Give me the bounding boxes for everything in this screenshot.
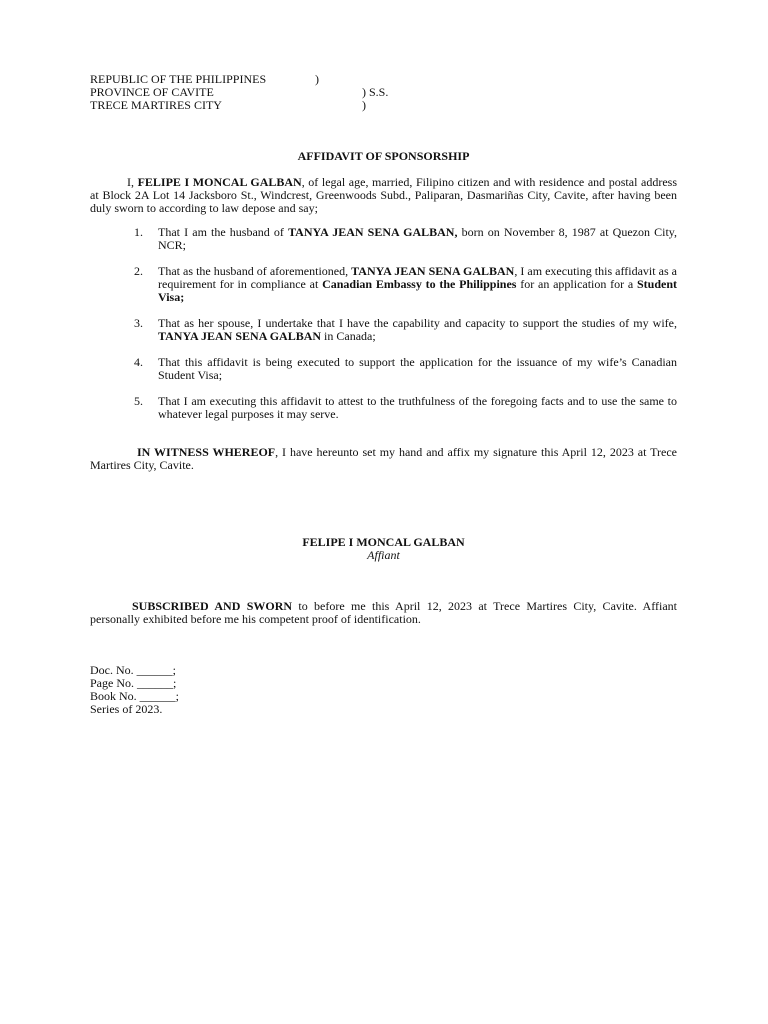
venue-province-paren: ) S.S.	[362, 85, 389, 99]
item-text: born on November 8, 1987 at Quezon City, NCR;	[158, 225, 677, 252]
item-text: That I am executing this affidavit to attest to the truthfulness of the foregoing facts and to use the same to whatever legal purposes it may serve.	[158, 394, 677, 421]
item-bold-text: Student Visa;	[158, 277, 678, 304]
venue-block	[90, 73, 490, 112]
jurat-bold: SUBSCRIBED AND SWORN	[132, 599, 293, 613]
document-title: AFFIDAVIT OF SPONSORSHIP	[297, 149, 470, 163]
item-number: 1.	[134, 225, 143, 239]
item-text: for an application for a	[516, 277, 637, 291]
intro-affiant-name: FELIPE I MONCAL GALBAN	[137, 175, 302, 189]
intro-paragraph	[90, 176, 677, 215]
page-no: Page No. ______;	[90, 676, 177, 690]
venue-city-paren: )	[362, 98, 366, 112]
signature-name: FELIPE I MONCAL GALBAN	[302, 535, 465, 549]
witness-bold: IN WITNESS WHEREOF	[137, 445, 276, 459]
witness-paragraph	[90, 446, 677, 472]
venue-republic-paren: )	[315, 72, 319, 86]
list-item	[90, 226, 677, 252]
intro-prefix: I,	[127, 175, 138, 189]
item-bold-text: TANYA JEAN SENA GALBAN	[351, 264, 515, 278]
list-item	[90, 317, 677, 343]
item-number: 4.	[134, 355, 143, 369]
item-text: That as her spouse, I undertake that I have the capability and capacity to support the studies of my wife,	[158, 316, 677, 330]
statements-list	[90, 226, 677, 421]
item-text: That this affidavit is being executed to support the application for the issuance of my wife’s Canadian Student Visa;	[158, 355, 677, 382]
item-bold-text: TANYA JEAN SENA GALBAN,	[288, 225, 458, 239]
signature-role: Affiant	[367, 548, 400, 562]
list-item	[90, 265, 677, 304]
intro-text: , of legal age, married, Filipino citizen and with residence and postal address at Block 2A Lot 14 Jacksboro St., Windcrest, Greenwoods Subd., Paliparan, Dasmariñas City, Cavite, after having been duly sworn to according to law depose and say;	[90, 175, 677, 215]
item-text: , I am executing this affidavit as a requirement for in compliance at	[158, 264, 677, 291]
series-of: Series of 2023.	[90, 702, 163, 716]
jurat-paragraph	[90, 600, 677, 626]
list-item	[90, 356, 677, 382]
item-text: in Canada;	[321, 329, 376, 343]
jurat-text: to before me this April 12, 2023 at Trece Martires City, Cavite. Affiant personally exhibited before me his competent proof of identification.	[90, 599, 677, 626]
item-text: That I am the husband of	[158, 225, 289, 239]
notarial-register-block	[90, 664, 390, 716]
item-number: 2.	[134, 264, 143, 278]
venue-line-city	[90, 99, 490, 112]
witness-text: , I have hereunto set my hand and affix my signature this April 12, 2023 at Trece Martires City, Cavite.	[90, 445, 677, 472]
venue-province-text: PROVINCE OF CAVITE	[90, 85, 214, 99]
venue-city-text: TRECE MARTIRES CITY	[90, 98, 222, 112]
item-number: 5.	[134, 394, 143, 408]
item-number: 3.	[134, 316, 143, 330]
item-bold-text: TANYA JEAN SENA GALBAN	[158, 329, 322, 343]
item-text: That as the husband of aforementioned,	[158, 264, 352, 278]
book-no: Book No. ______;	[90, 689, 180, 703]
venue-republic-text: REPUBLIC OF THE PHILIPPINES	[90, 72, 267, 86]
doc-no: Doc. No. ______;	[90, 663, 176, 677]
item-bold-text: Canadian Embassy to the Philippines	[322, 277, 517, 291]
list-item	[90, 395, 677, 421]
